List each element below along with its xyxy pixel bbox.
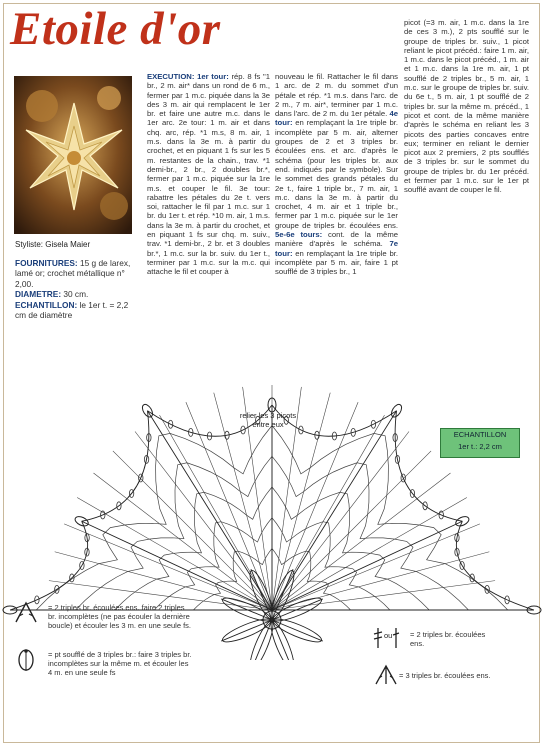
- diagram-edge: [82, 411, 149, 522]
- diagram-edge: [456, 521, 534, 610]
- execution-heading: EXECUTION: 1er tour:: [147, 72, 229, 81]
- triple-stitch-symbol-a-icon: [372, 626, 384, 650]
- diagram-petal: [246, 619, 277, 660]
- diagram-arm-line: [272, 521, 462, 610]
- instructions-column-1: [147, 72, 270, 277]
- join-picots-note: relier les 3 picots entre eux: [239, 411, 297, 429]
- diagram-radial-line: [272, 451, 431, 610]
- legend-item-2: = pt soufflé de 3 triples br.: faire 3 triples br. incomplètes sur la même m. et écouler les 4 m. en une seule fs: [48, 650, 192, 677]
- three-triple-together-icon: [374, 664, 398, 686]
- legend-item-3: = 2 triples br. écoulées ens.: [410, 630, 486, 648]
- star-photo: [14, 76, 132, 234]
- supplies-block: [15, 258, 139, 320]
- diagram-petal-line: [251, 620, 272, 660]
- diagram-arm-line: [82, 521, 272, 610]
- diagram-petal-line: [272, 620, 293, 660]
- diametre-label: DIAMETRE:: [15, 289, 62, 300]
- tour7-heading: 7e tour:: [275, 239, 398, 258]
- two-triple-together-icon: [14, 600, 38, 624]
- tour4-heading: 4e tour:: [275, 109, 398, 128]
- diagram-arm-line: [147, 411, 272, 610]
- diagram-puff-stitch: [140, 403, 154, 419]
- fournitures-text: 15 g de larex, lamé or; crochet métallique n° 2,00.: [15, 258, 131, 289]
- puff-stitch-icon: [15, 648, 37, 674]
- sample-box: [440, 428, 520, 458]
- instructions-column-2: [275, 72, 398, 277]
- echantillon-label: ECHANTILLON:: [15, 299, 78, 310]
- col2-text-3: cont. de la même manière d'après le schéma.: [275, 230, 399, 249]
- diagram-puff-stitch: [389, 403, 403, 419]
- instructions-column-3: [404, 18, 529, 195]
- fournitures-label: FOURNITURES:: [15, 258, 78, 268]
- legend-or: ou: [384, 631, 393, 640]
- diagram-radial-line: [272, 581, 495, 610]
- echantillon-text: le 1er t. = 2,2 cm de diamètre: [15, 299, 129, 321]
- stylist-credit: Styliste: Gisela Maier: [15, 240, 91, 249]
- col2-text-4: en remplaçant la 1re triple br. incomplète par 5 m. air, faire 1 pt soufflé de 3 triples br., 1: [275, 248, 398, 277]
- diametre-text: 30 cm.: [61, 289, 89, 300]
- legend-item-4: = 3 triples br. écoulées ens.: [399, 671, 491, 680]
- legend-item-1: = 2 triples br. écoulées ens. faire 2 triples br. incomplètes (ne pas écouler la dernière boucle) et écouler les 3 m. en une seule fs.: [48, 603, 191, 630]
- sample-value: 1er t.: 2,2 cm: [458, 442, 502, 451]
- page-title: Etoile d'or: [10, 3, 221, 55]
- col3-text: picot (=3 m. air, 1 m.c. dans la 1re de ces 3 m.), 2 pts soufflé sur le groupe de triples br. suiv., 1 picot reliant le picot précéd.: faire 1 m. air, 1 m.c. dans le picot précéd., 1 m. air et 1 m.c. dans la 1re m. air, 1 pt soufflé de 2 triples br., 5 m. air, 1 m.c. sur le groupe de triples br. suiv. du 6e t., 5 m. air, 1 pt soufflé de 2 triples br. sur la même m. précéd., 1 picot et cont. de la même manière d'après le schéma en reliant les 3 picots des parties concaves entre eux; terminer en reliant le dernier picot aux 2 premiers, 2 pts soufflés de 3 triples br. sur le sommet du groupe de triples br. du 1er précéd. et fermer par 1 m.c. sur le 1er pt soufflé avant de couper le fil.: [404, 18, 529, 195]
- sample-title: ECHANTILLON: [453, 430, 507, 439]
- diagram-radial-line: [113, 451, 272, 610]
- execution-text: rép. 8 fs "1 br., 2 m. air* dans un rond de 6 m., fermer par 1 m.c. piquée dans la 3e des 3 m. air qui remplacent le 1er br. et faire une autre m.c. dans le 1er arc. 2e tour: 1 m. air et dans chq. arc, rép. *1 m.s, 8 m. air, 1 m.s. dans la 3e m. à partir du crochet, et en piquant 1 fs sur les 5 m. restantes de la chain., trav. *1 demi-br., 2 br., 2 doubles br.*, fermer par 1 m.c. piquée sur la 1re m.s. et couper le fil. 3e tour: rabattre les pétales du 2e t. vers soi, rattacher le fil par 1 m.c. sur 1 br. du 1er t. et rép. *10 m. air, 1 m.s. dans la 3e m. à partir du crochet, et en piquant 1 fs sur chq. m. suiv., trav. *1 demi-br., 2 br. et 3 doubles br.*, 1 m.c. sur la br. suiv. du 1er t., terminer par 1 m.c. sur la m.c. qui attache le fil et couper à: [147, 72, 270, 277]
- diagram-edge: [10, 521, 88, 610]
- triple-stitch-symbol-b-icon: [392, 626, 400, 650]
- col2-text-1: nouveau le fil. Rattacher le fil dans 1 arc. de 2 m. du sommet d'un pétale et rép. *1 m.s. dans l'arc. de 2 m., 7 m. air*, terminer par 1 m.c. dans l'arc. de 2 m. du 1er pétale.: [275, 72, 398, 119]
- col2-text-2: en remplaçant la 1re triple br. incomplète par 5 m. air, alterner groupes de 2 et 3 triples br. écoulées ens. et arc. d'après le schéma (pour les triples br. aux end. indiqués par le symbole). Sur le sommet des grands pétales du 2e t., faire 1 triple br., 7 m. air, 1 m.c. dans la 3e m. à partir du crochet, 4 m. air et 1 triple br., fermer par 1 m.c. piquée sur le 1er groupe de triples br. écoulées ens.: [275, 118, 398, 230]
- diagram-arm-line: [272, 411, 397, 610]
- diagram-petal: [267, 619, 298, 660]
- tour56-heading: 5e-6e tours:: [275, 230, 323, 240]
